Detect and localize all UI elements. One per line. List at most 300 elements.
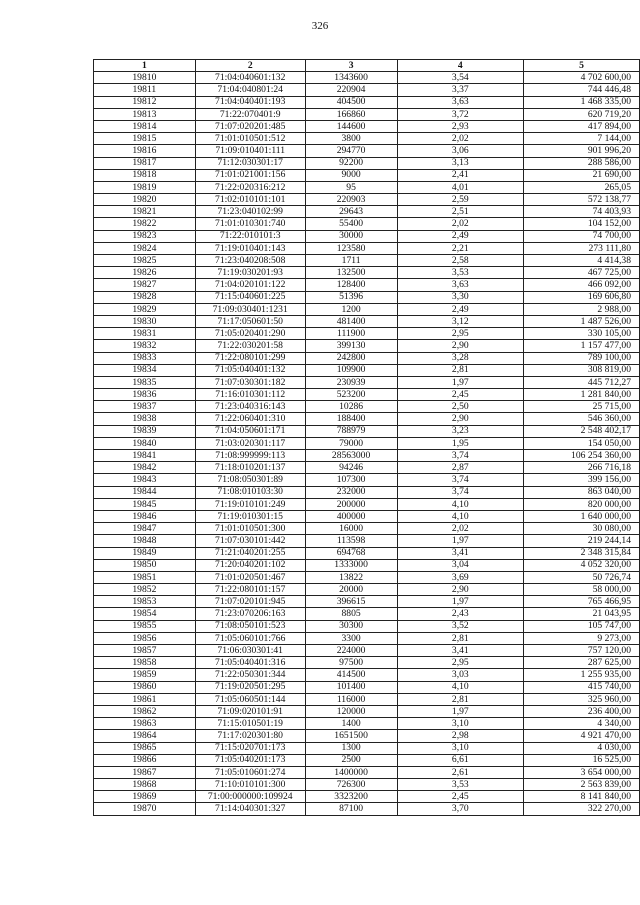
row-number-cell: 19832 <box>94 340 196 352</box>
value-cell: 4 921 470,00 <box>524 730 640 742</box>
rate-cell: 3,70 <box>397 803 524 815</box>
cadastral-number-cell: 71:04:050601:171 <box>195 425 305 437</box>
value-cell: 105 747,00 <box>524 620 640 632</box>
cadastral-number-cell: 71:17:020301:80 <box>195 730 305 742</box>
row-number-cell: 19839 <box>94 425 196 437</box>
table-row <box>94 303 640 315</box>
table-row <box>94 584 640 596</box>
area-cell: 16000 <box>305 523 397 535</box>
cadastral-number-cell: 71:09:010401:111 <box>195 145 305 157</box>
area-cell: 132500 <box>305 267 397 279</box>
area-cell: 230939 <box>305 376 397 388</box>
value-cell: 154 050,00 <box>524 437 640 449</box>
value-cell: 104 152,00 <box>524 218 640 230</box>
area-cell: 113598 <box>305 535 397 547</box>
rate-cell: 4,01 <box>397 181 524 193</box>
value-cell: 789 100,00 <box>524 352 640 364</box>
table-row <box>94 364 640 376</box>
cadastral-number-cell: 71:17:050601:50 <box>195 315 305 327</box>
cadastral-number-cell: 71:16:010301:112 <box>195 389 305 401</box>
row-number-cell: 19865 <box>94 742 196 754</box>
rate-cell: 3,72 <box>397 108 524 120</box>
table-row <box>94 669 640 681</box>
rate-cell: 3,06 <box>397 145 524 157</box>
value-cell: 106 254 360,00 <box>524 450 640 462</box>
table-row <box>94 437 640 449</box>
rate-cell: 3,63 <box>397 279 524 291</box>
table-row <box>94 120 640 132</box>
value-cell: 8 141 840,00 <box>524 791 640 803</box>
rate-cell: 2,90 <box>397 584 524 596</box>
table-row <box>94 255 640 267</box>
value-cell: 287 625,00 <box>524 657 640 669</box>
cadastral-number-cell: 71:22:060401:310 <box>195 413 305 425</box>
rate-cell: 3,37 <box>397 84 524 96</box>
cadastral-number-cell: 71:15:010501:19 <box>195 718 305 730</box>
rate-cell: 2,02 <box>397 218 524 230</box>
rate-cell: 2,81 <box>397 364 524 376</box>
area-cell: 107300 <box>305 474 397 486</box>
rate-cell: 2,81 <box>397 693 524 705</box>
area-cell: 2500 <box>305 754 397 766</box>
table-row <box>94 535 640 547</box>
row-number-cell: 19830 <box>94 315 196 327</box>
value-cell: 2 988,00 <box>524 303 640 315</box>
value-cell: 219 244,14 <box>524 535 640 547</box>
row-number-cell: 19825 <box>94 255 196 267</box>
row-number-cell: 19837 <box>94 401 196 413</box>
area-cell: 123580 <box>305 242 397 254</box>
table-row <box>94 279 640 291</box>
row-number-cell: 19827 <box>94 279 196 291</box>
rate-cell: 3,53 <box>397 779 524 791</box>
cadastral-number-cell: 71:05:040201:173 <box>195 754 305 766</box>
value-cell: 863 040,00 <box>524 486 640 498</box>
table-row <box>94 218 640 230</box>
area-cell: 10286 <box>305 401 397 413</box>
row-number-cell: 19866 <box>94 754 196 766</box>
area-cell: 200000 <box>305 498 397 510</box>
area-cell: 1343600 <box>305 72 397 84</box>
table-row <box>94 267 640 279</box>
value-cell: 415 740,00 <box>524 681 640 693</box>
table-row <box>94 742 640 754</box>
row-number-cell: 19857 <box>94 645 196 657</box>
row-number-cell: 19831 <box>94 328 196 340</box>
page-number: 326 <box>311 20 329 32</box>
area-cell: 30000 <box>305 230 397 242</box>
value-cell: 236 400,00 <box>524 705 640 717</box>
rate-cell: 3,41 <box>397 645 524 657</box>
area-cell: 30300 <box>305 620 397 632</box>
table-row <box>94 803 640 815</box>
rate-cell: 3,69 <box>397 571 524 583</box>
row-number-cell: 19860 <box>94 681 196 693</box>
row-number-cell: 19869 <box>94 791 196 803</box>
rate-cell: 2,41 <box>397 169 524 181</box>
table-row <box>94 401 640 413</box>
value-cell: 4 702 600,00 <box>524 72 640 84</box>
value-cell: 322 270,00 <box>524 803 640 815</box>
scan-speck <box>623 510 624 511</box>
rate-cell: 3,13 <box>397 157 524 169</box>
area-cell: 188400 <box>305 413 397 425</box>
area-cell: 29643 <box>305 206 397 218</box>
table-row <box>94 718 640 730</box>
rate-cell: 2,98 <box>397 730 524 742</box>
cadastral-number-cell: 71:08:050301:89 <box>195 474 305 486</box>
cadastral-number-cell: 71:08:999999:113 <box>195 450 305 462</box>
area-cell: 8805 <box>305 608 397 620</box>
cadastral-number-cell: 71:21:040201:255 <box>195 547 305 559</box>
value-cell: 757 120,00 <box>524 645 640 657</box>
area-cell: 3300 <box>305 632 397 644</box>
area-cell: 28563000 <box>305 450 397 462</box>
area-cell: 694768 <box>305 547 397 559</box>
rate-cell: 3,12 <box>397 315 524 327</box>
row-number-cell: 19861 <box>94 693 196 705</box>
row-number-cell: 19810 <box>94 72 196 84</box>
rate-cell: 2,90 <box>397 413 524 425</box>
cadastral-value-table <box>93 59 640 816</box>
row-number-cell: 19834 <box>94 364 196 376</box>
value-cell: 546 360,00 <box>524 413 640 425</box>
cadastral-number-cell: 71:07:020101:945 <box>195 596 305 608</box>
row-number-cell: 19811 <box>94 84 196 96</box>
value-cell: 1 281 840,00 <box>524 389 640 401</box>
area-cell: 726300 <box>305 779 397 791</box>
rate-cell: 2,61 <box>397 766 524 778</box>
cadastral-number-cell: 71:04:040401:193 <box>195 96 305 108</box>
rate-cell: 2,45 <box>397 389 524 401</box>
value-cell: 1 157 477,00 <box>524 340 640 352</box>
rate-cell: 3,03 <box>397 669 524 681</box>
table-row <box>94 498 640 510</box>
rate-cell: 3,28 <box>397 352 524 364</box>
rate-cell: 1,97 <box>397 376 524 388</box>
row-number-cell: 19853 <box>94 596 196 608</box>
rate-cell: 3,74 <box>397 486 524 498</box>
value-cell: 572 138,77 <box>524 194 640 206</box>
value-cell: 74 403,93 <box>524 206 640 218</box>
value-cell: 2 563 839,00 <box>524 779 640 791</box>
table-row <box>94 425 640 437</box>
area-cell: 224000 <box>305 645 397 657</box>
value-cell: 1 468 335,00 <box>524 96 640 108</box>
area-cell: 87100 <box>305 803 397 815</box>
row-number-cell: 19858 <box>94 657 196 669</box>
table-row <box>94 242 640 254</box>
table-row <box>94 791 640 803</box>
cadastral-number-cell: 71:14:040301:327 <box>195 803 305 815</box>
value-cell: 2 548 402,17 <box>524 425 640 437</box>
column-header-5: 5 <box>524 60 640 72</box>
value-cell: 325 960,00 <box>524 693 640 705</box>
data-table-container <box>93 59 640 816</box>
value-cell: 273 111,80 <box>524 242 640 254</box>
area-cell: 94246 <box>305 462 397 474</box>
area-cell: 404500 <box>305 96 397 108</box>
row-number-cell: 19867 <box>94 766 196 778</box>
area-cell: 166860 <box>305 108 397 120</box>
cadastral-number-cell: 71:01:010501:512 <box>195 133 305 145</box>
area-cell: 79000 <box>305 437 397 449</box>
area-cell: 13822 <box>305 571 397 583</box>
area-cell: 1400000 <box>305 766 397 778</box>
area-cell: 51396 <box>305 291 397 303</box>
row-number-cell: 19864 <box>94 730 196 742</box>
row-number-cell: 19852 <box>94 584 196 596</box>
cadastral-number-cell: 71:22:080101:299 <box>195 352 305 364</box>
row-number-cell: 19848 <box>94 535 196 547</box>
value-cell: 169 606,80 <box>524 291 640 303</box>
value-cell: 467 725,00 <box>524 267 640 279</box>
row-number-cell: 19815 <box>94 133 196 145</box>
table-row <box>94 705 640 717</box>
value-cell: 1 255 935,00 <box>524 669 640 681</box>
cadastral-number-cell: 71:19:020501:295 <box>195 681 305 693</box>
row-number-cell: 19855 <box>94 620 196 632</box>
cadastral-number-cell: 71:05:020401:290 <box>195 328 305 340</box>
rate-cell: 1,97 <box>397 705 524 717</box>
table-body <box>94 72 640 815</box>
row-number-cell: 19844 <box>94 486 196 498</box>
area-cell: 97500 <box>305 657 397 669</box>
cadastral-number-cell: 71:19:010101:249 <box>195 498 305 510</box>
area-cell: 101400 <box>305 681 397 693</box>
row-number-cell: 19818 <box>94 169 196 181</box>
cadastral-number-cell: 71:05:040401:132 <box>195 364 305 376</box>
table-row <box>94 291 640 303</box>
table-row <box>94 108 640 120</box>
value-cell: 9 273,00 <box>524 632 640 644</box>
value-cell: 25 715,00 <box>524 401 640 413</box>
row-number-cell: 19836 <box>94 389 196 401</box>
value-cell: 4 052 320,00 <box>524 559 640 571</box>
table-row <box>94 632 640 644</box>
cadastral-number-cell: 71:07:020201:485 <box>195 120 305 132</box>
table-row <box>94 596 640 608</box>
rate-cell: 4,10 <box>397 498 524 510</box>
table-row <box>94 181 640 193</box>
cadastral-number-cell: 71:23:070206:163 <box>195 608 305 620</box>
rate-cell: 2,49 <box>397 230 524 242</box>
row-number-cell: 19821 <box>94 206 196 218</box>
table-row <box>94 608 640 620</box>
rate-cell: 2,45 <box>397 791 524 803</box>
row-number-cell: 19856 <box>94 632 196 644</box>
area-cell: 294770 <box>305 145 397 157</box>
value-cell: 74 700,00 <box>524 230 640 242</box>
row-number-cell: 19846 <box>94 510 196 522</box>
table-row <box>94 620 640 632</box>
value-cell: 1 640 000,00 <box>524 510 640 522</box>
area-cell: 109900 <box>305 364 397 376</box>
row-number-cell: 19828 <box>94 291 196 303</box>
area-cell: 396615 <box>305 596 397 608</box>
rate-cell: 2,87 <box>397 462 524 474</box>
cadastral-number-cell: 71:01:020501:467 <box>195 571 305 583</box>
table-row <box>94 766 640 778</box>
column-header-2: 2 <box>195 60 305 72</box>
area-cell: 55400 <box>305 218 397 230</box>
row-number-cell: 19813 <box>94 108 196 120</box>
area-cell: 20000 <box>305 584 397 596</box>
area-cell: 1333000 <box>305 559 397 571</box>
table-row <box>94 730 640 742</box>
cadastral-number-cell: 71:22:030201:58 <box>195 340 305 352</box>
cadastral-number-cell: 71:19:030201:93 <box>195 267 305 279</box>
column-header-4: 4 <box>397 60 524 72</box>
table-row <box>94 523 640 535</box>
rate-cell: 3,04 <box>397 559 524 571</box>
cadastral-number-cell: 71:15:040601:225 <box>195 291 305 303</box>
table-row <box>94 486 640 498</box>
rate-cell: 2,95 <box>397 328 524 340</box>
area-cell: 523200 <box>305 389 397 401</box>
area-cell: 788979 <box>305 425 397 437</box>
value-cell: 288 586,00 <box>524 157 640 169</box>
table-row <box>94 376 640 388</box>
cadastral-number-cell: 71:10:010101:300 <box>195 779 305 791</box>
cadastral-number-cell: 71:08:050101:523 <box>195 620 305 632</box>
rate-cell: 3,74 <box>397 450 524 462</box>
table-row <box>94 389 640 401</box>
rate-cell: 2,02 <box>397 523 524 535</box>
cadastral-number-cell: 71:04:020101:122 <box>195 279 305 291</box>
row-number-cell: 19826 <box>94 267 196 279</box>
cadastral-number-cell: 71:19:010301:15 <box>195 510 305 522</box>
value-cell: 765 466,95 <box>524 596 640 608</box>
cadastral-number-cell: 71:07:030301:182 <box>195 376 305 388</box>
table-row <box>94 779 640 791</box>
table-row <box>94 462 640 474</box>
table-row <box>94 571 640 583</box>
area-cell: 220903 <box>305 194 397 206</box>
cadastral-number-cell: 71:01:021001:156 <box>195 169 305 181</box>
cadastral-number-cell: 71:22:020316:212 <box>195 181 305 193</box>
cadastral-number-cell: 71:05:040401:316 <box>195 657 305 669</box>
rate-cell: 2,21 <box>397 242 524 254</box>
value-cell: 58 000,00 <box>524 584 640 596</box>
rate-cell: 1,97 <box>397 535 524 547</box>
row-number-cell: 19816 <box>94 145 196 157</box>
value-cell: 265,05 <box>524 181 640 193</box>
rate-cell: 2,02 <box>397 133 524 145</box>
rate-cell: 4,10 <box>397 681 524 693</box>
row-number-cell: 19845 <box>94 498 196 510</box>
table-row <box>94 96 640 108</box>
area-cell: 1400 <box>305 718 397 730</box>
column-header-3: 3 <box>305 60 397 72</box>
table-row <box>94 450 640 462</box>
value-cell: 266 716,18 <box>524 462 640 474</box>
value-cell: 820 000,00 <box>524 498 640 510</box>
value-cell: 308 819,00 <box>524 364 640 376</box>
row-number-cell: 19822 <box>94 218 196 230</box>
area-cell: 111900 <box>305 328 397 340</box>
value-cell: 4 414,38 <box>524 255 640 267</box>
cadastral-number-cell: 71:06:030301:41 <box>195 645 305 657</box>
cadastral-number-cell: 71:19:010401:143 <box>195 242 305 254</box>
rate-cell: 3,74 <box>397 474 524 486</box>
row-number-cell: 19847 <box>94 523 196 535</box>
cadastral-number-cell: 71:09:020101:91 <box>195 705 305 717</box>
rate-cell: 2,49 <box>397 303 524 315</box>
rate-cell: 3,54 <box>397 72 524 84</box>
area-cell: 1200 <box>305 303 397 315</box>
area-cell: 242800 <box>305 352 397 364</box>
area-cell: 1651500 <box>305 730 397 742</box>
table-row <box>94 754 640 766</box>
value-cell: 7 144,00 <box>524 133 640 145</box>
table-row <box>94 510 640 522</box>
value-cell: 445 712,27 <box>524 376 640 388</box>
table-row <box>94 352 640 364</box>
area-cell: 120000 <box>305 705 397 717</box>
cadastral-number-cell: 71:23:040208:508 <box>195 255 305 267</box>
table-row <box>94 84 640 96</box>
cadastral-number-cell: 71:05:060501:144 <box>195 693 305 705</box>
row-number-cell: 19838 <box>94 413 196 425</box>
row-number-cell: 19841 <box>94 450 196 462</box>
row-number-cell: 19820 <box>94 194 196 206</box>
value-cell: 30 080,00 <box>524 523 640 535</box>
area-cell: 3323200 <box>305 791 397 803</box>
rate-cell: 2,51 <box>397 206 524 218</box>
row-number-cell: 19833 <box>94 352 196 364</box>
value-cell: 21 690,00 <box>524 169 640 181</box>
table-row <box>94 315 640 327</box>
rate-cell: 3,53 <box>397 267 524 279</box>
rate-cell: 2,43 <box>397 608 524 620</box>
value-cell: 744 446,48 <box>524 84 640 96</box>
table-row <box>94 681 640 693</box>
rate-cell: 3,30 <box>397 291 524 303</box>
area-cell: 1711 <box>305 255 397 267</box>
value-cell: 330 105,00 <box>524 328 640 340</box>
row-number-cell: 19851 <box>94 571 196 583</box>
value-cell: 21 043,95 <box>524 608 640 620</box>
cadastral-number-cell: 71:18:010201:137 <box>195 462 305 474</box>
cadastral-number-cell: 71:20:040201:102 <box>195 559 305 571</box>
row-number-cell: 19849 <box>94 547 196 559</box>
row-number-cell: 19814 <box>94 120 196 132</box>
rate-cell: 2,93 <box>397 120 524 132</box>
row-number-cell: 19850 <box>94 559 196 571</box>
table-row <box>94 194 640 206</box>
cadastral-number-cell: 71:15:020701:173 <box>195 742 305 754</box>
cadastral-number-cell: 71:07:030101:442 <box>195 535 305 547</box>
table-row <box>94 157 640 169</box>
cadastral-number-cell: 71:00:000000:109924 <box>195 791 305 803</box>
row-number-cell: 19868 <box>94 779 196 791</box>
row-number-cell: 19817 <box>94 157 196 169</box>
table-row <box>94 340 640 352</box>
rate-cell: 3,41 <box>397 547 524 559</box>
area-cell: 95 <box>305 181 397 193</box>
cadastral-number-cell: 71:08:010103:30 <box>195 486 305 498</box>
cadastral-number-cell: 71:04:040801:24 <box>195 84 305 96</box>
row-number-cell: 19859 <box>94 669 196 681</box>
rate-cell: 2,90 <box>397 340 524 352</box>
value-cell: 4 030,00 <box>524 742 640 754</box>
row-number-cell: 19840 <box>94 437 196 449</box>
row-number-cell: 19819 <box>94 181 196 193</box>
value-cell: 2 348 315,84 <box>524 547 640 559</box>
row-number-cell: 19870 <box>94 803 196 815</box>
cadastral-number-cell: 71:04:040601:132 <box>195 72 305 84</box>
